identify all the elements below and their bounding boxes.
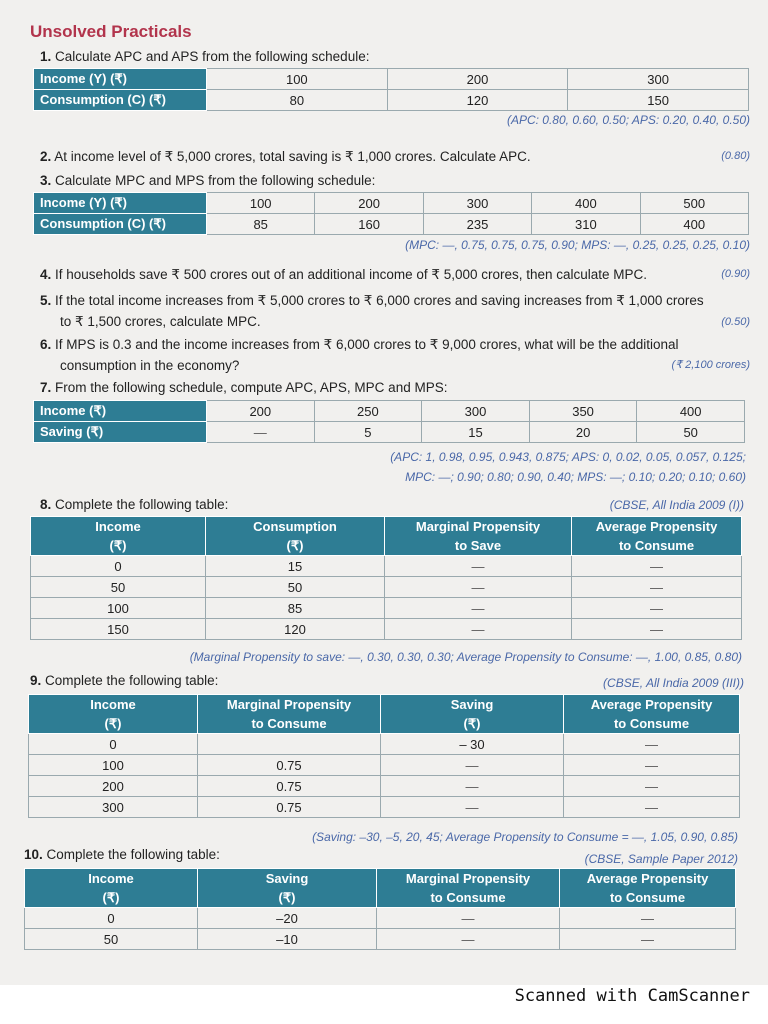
table-row [34, 193, 749, 214]
table-cell: 400 [532, 193, 640, 214]
table-cell: 500 [640, 193, 748, 214]
question-text: If households save ₹ 500 crores out of an additional income of ₹ 5,000 crores, then calculate MPC. [55, 267, 648, 282]
q9-source: (CBSE, All India 2009 (III)) [603, 676, 744, 690]
table-cell: 5 [314, 422, 422, 443]
table-cell: — [377, 929, 560, 950]
footer-bar [0, 985, 768, 1024]
table-cell: 160 [315, 214, 423, 235]
table-row [34, 401, 745, 422]
q3-answer: (MPC: —, 0.75, 0.75, 0.75, 0.90; MPS: —, 0.25, 0.25, 0.25, 0.10) [405, 238, 750, 252]
table-cell: — [564, 734, 740, 755]
row-label: Income (₹) [34, 401, 207, 422]
column-header: Income (₹) [29, 695, 198, 734]
question-text: Complete the following table: [46, 847, 220, 862]
table-cell: — [572, 598, 742, 619]
table-cell: 400 [640, 214, 748, 235]
scanner-watermark: Scanned with CamScanner [514, 986, 750, 1006]
row-label: Saving (₹) [34, 422, 207, 443]
q6-answer: (₹ 2,100 crores) [671, 359, 750, 371]
question-text: Complete the following table: [45, 673, 219, 688]
question-7 [40, 377, 447, 398]
column-header: Income (₹) [25, 869, 198, 908]
question-text: Calculate APC and APS from the following schedule: [55, 49, 370, 64]
table-cell: 200 [207, 401, 315, 422]
q1-answer: (APC: 0.80, 0.60, 0.50; APS: 0.20, 0.40, 0.50) [506, 113, 750, 127]
table-row [34, 422, 745, 443]
table-cell: 50 [25, 929, 198, 950]
table-header-row [25, 869, 736, 908]
table-row [25, 908, 736, 929]
table-cell: 250 [314, 401, 422, 422]
table-cell: 0.75 [198, 797, 381, 818]
table-cell: 0 [31, 556, 206, 577]
q8-table [30, 516, 742, 640]
question-number: 8. [40, 497, 52, 512]
table-cell: 100 [29, 755, 198, 776]
table-row [31, 556, 742, 577]
table-cell: — [385, 619, 572, 640]
table-cell: — [381, 755, 564, 776]
q2-answer: (0.80) [721, 150, 750, 162]
section-heading: Unsolved Practicals [30, 22, 192, 41]
row-label: Consumption (C) (₹) [34, 90, 207, 111]
table-row [31, 598, 742, 619]
table-cell: — [207, 422, 315, 443]
table-row [34, 90, 749, 111]
question-text: From the following schedule, compute APC, APS, MPC and MPS: [55, 380, 448, 395]
table-cell: — [560, 929, 736, 950]
question-number: 4. [40, 267, 52, 282]
question-6 [40, 334, 752, 376]
table-cell: — [572, 556, 742, 577]
table-cell: 0 [29, 734, 198, 755]
question-text: If MPS is 0.3 and the income increases from ₹ 6,000 crores to ₹ 9,000 crores, what will be the additional [55, 337, 679, 352]
table-cell: –20 [198, 908, 377, 929]
question-text: If the total income increases from ₹ 5,000 crores to ₹ 6,000 crores and saving increases from ₹ 1,000 crores [55, 293, 704, 308]
question-1 [40, 46, 369, 67]
question-text-cont: to ₹ 1,500 crores, calculate MPC. [60, 314, 261, 329]
table-row [34, 214, 749, 235]
table-cell: 310 [532, 214, 640, 235]
table-cell: 100 [207, 69, 388, 90]
question-text: Complete the following table: [55, 497, 229, 512]
column-header: Saving (₹) [381, 695, 564, 734]
table-cell: 50 [206, 577, 385, 598]
table-cell: 100 [207, 193, 315, 214]
column-header: Consumption (₹) [206, 517, 385, 556]
table-cell: — [381, 776, 564, 797]
q5-answer: (0.50) [721, 316, 750, 328]
question-10 [24, 844, 220, 865]
question-number: 5. [40, 293, 52, 308]
table-cell: 120 [206, 619, 385, 640]
table-cell: 120 [387, 90, 568, 111]
table-row [31, 577, 742, 598]
table-cell: 200 [315, 193, 423, 214]
table-cell: — [385, 556, 572, 577]
table-cell: 300 [422, 401, 530, 422]
table-cell: — [564, 755, 740, 776]
table-cell: 300 [568, 69, 749, 90]
table-cell [198, 734, 381, 755]
question-3 [40, 170, 375, 191]
column-header: Average Propensity to Consume [560, 869, 736, 908]
q10-source: (CBSE, Sample Paper 2012) [584, 852, 738, 866]
question-8 [40, 494, 228, 515]
question-number: 2. [40, 149, 52, 164]
row-label: Income (Y) (₹) [34, 193, 207, 214]
question-text: Calculate MPC and MPS from the following schedule: [55, 173, 376, 188]
column-header: Marginal Propensity to Save [385, 517, 572, 556]
table-header-row [31, 517, 742, 556]
column-header: Marginal Propensity to Consume [198, 695, 381, 734]
table-cell: 50 [637, 422, 745, 443]
table-cell: 15 [422, 422, 530, 443]
table-cell: 0 [25, 908, 198, 929]
question-9 [30, 670, 218, 691]
q7-answer-line1: (APC: 1, 0.98, 0.95, 0.943, 0.875; APS: 0, 0.02, 0.05, 0.057, 0.125; [390, 450, 746, 464]
table-cell: 200 [29, 776, 198, 797]
column-header: Income (₹) [31, 517, 206, 556]
table-cell: 85 [206, 598, 385, 619]
table-cell: — [377, 908, 560, 929]
question-number: 9. [30, 673, 42, 688]
table-cell: 15 [206, 556, 385, 577]
q7-answer-line2: MPC: —; 0.90; 0.80; 0.90, 0.40; MPS: —; 0.10; 0.20; 0.10; 0.60) [405, 470, 746, 484]
q9-answer: (Saving: –30, –5, 20, 45; Average Propensity to Consume = —, 1.05, 0.90, 0.85) [312, 830, 738, 844]
table-cell: 300 [29, 797, 198, 818]
table-cell: 350 [529, 401, 637, 422]
question-text: At income level of ₹ 5,000 crores, total saving is ₹ 1,000 crores. Calculate APC. [54, 149, 531, 164]
table-row [29, 734, 740, 755]
table-cell: –10 [198, 929, 377, 950]
question-2 [40, 146, 531, 167]
column-header: Saving (₹) [198, 869, 377, 908]
table-row [29, 776, 740, 797]
column-header: Average Propensity to Consume [564, 695, 740, 734]
table-cell: 85 [207, 214, 315, 235]
q8-source: (CBSE, All India 2009 (I)) [609, 498, 744, 512]
table-cell: 0.75 [198, 755, 381, 776]
table-cell: 80 [207, 90, 388, 111]
question-number: 3. [40, 173, 52, 188]
column-header: Average Propensity to Consume [572, 517, 742, 556]
table-cell: 20 [529, 422, 637, 443]
table-cell: — [564, 797, 740, 818]
question-5 [40, 290, 752, 332]
q4-answer: (0.90) [721, 268, 750, 280]
table-header-row [29, 695, 740, 734]
q10-table [24, 868, 736, 950]
row-label: Consumption (C) (₹) [34, 214, 207, 235]
question-number: 10. [24, 847, 43, 862]
table-cell: 235 [423, 214, 531, 235]
table-row [25, 929, 736, 950]
table-cell: — [572, 619, 742, 640]
table-cell: 400 [637, 401, 745, 422]
table-cell: — [564, 776, 740, 797]
q7-table [33, 400, 745, 443]
table-row [31, 619, 742, 640]
question-number: 1. [40, 49, 52, 64]
table-cell: — [385, 598, 572, 619]
table-cell: — [381, 797, 564, 818]
table-row [34, 69, 749, 90]
question-4 [40, 264, 647, 285]
q1-table [33, 68, 749, 111]
question-number: 7. [40, 380, 52, 395]
table-cell: 100 [31, 598, 206, 619]
table-cell: 200 [387, 69, 568, 90]
question-number: 6. [40, 337, 52, 352]
table-cell: — [385, 577, 572, 598]
table-row [29, 797, 740, 818]
q3-table [33, 192, 749, 235]
table-cell: 0.75 [198, 776, 381, 797]
table-cell: 150 [31, 619, 206, 640]
column-header: Marginal Propensity to Consume [377, 869, 560, 908]
table-cell: 150 [568, 90, 749, 111]
q8-answer: (Marginal Propensity to save: —, 0.30, 0.30, 0.30; Average Propensity to Consume: —, 1.00, 0.85, 0.80) [189, 650, 742, 664]
table-row [29, 755, 740, 776]
row-label: Income (Y) (₹) [34, 69, 207, 90]
table-cell: 50 [31, 577, 206, 598]
table-cell: – 30 [381, 734, 564, 755]
question-text-cont: consumption in the economy? [60, 358, 240, 373]
table-cell: 300 [423, 193, 531, 214]
table-cell: — [560, 908, 736, 929]
table-cell: — [572, 577, 742, 598]
q9-table [28, 694, 740, 818]
